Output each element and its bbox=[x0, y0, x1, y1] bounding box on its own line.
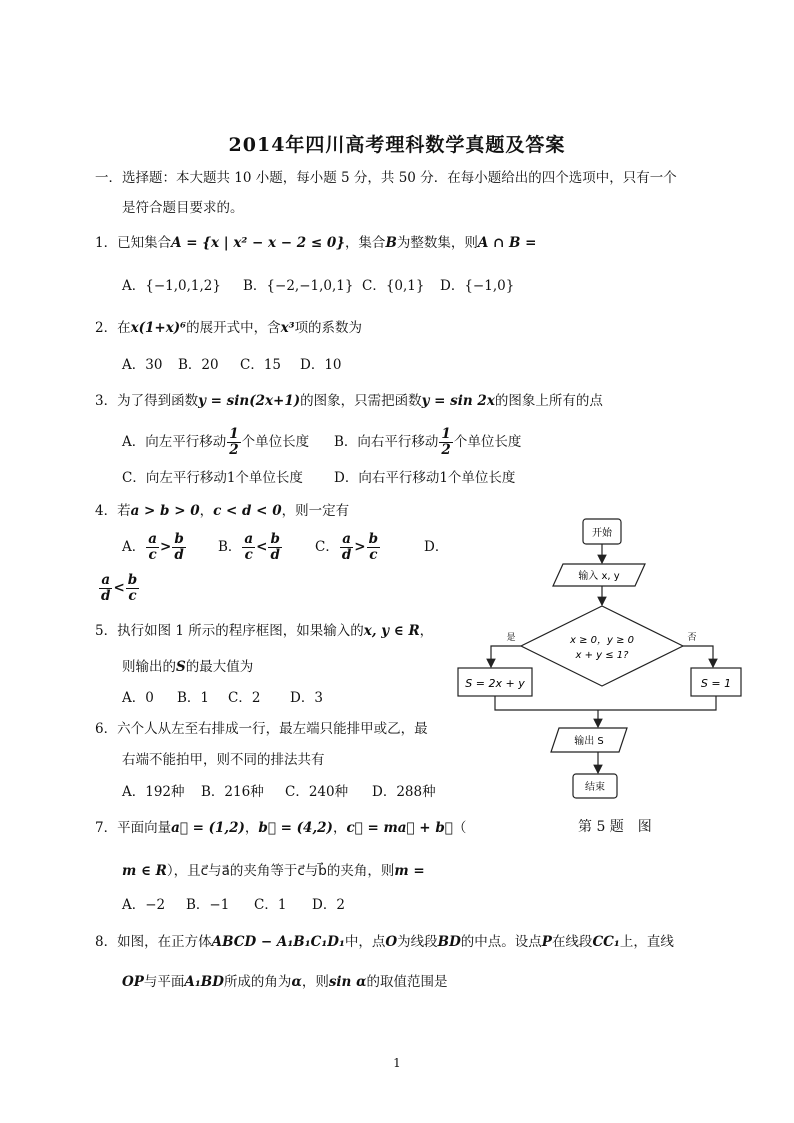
flowchart-diagram bbox=[455, 512, 745, 812]
flowchart-no-label: 否 bbox=[687, 633, 697, 643]
flowchart-merge-line-left bbox=[495, 696, 598, 710]
q5-line2-post: 的最大值为 bbox=[185, 659, 254, 675]
q6-option-b: B．216种 bbox=[201, 784, 264, 800]
q8-cube: ABCD − A₁B₁C₁D₁ bbox=[211, 934, 345, 950]
q4-opt-c-label: C． bbox=[315, 539, 339, 555]
q4-option-d bbox=[98, 570, 140, 606]
q7-option-d: D．2 bbox=[312, 897, 345, 913]
q8-segment-cc1: CC₁ bbox=[592, 934, 620, 950]
q1-mid: ，集合 bbox=[344, 235, 386, 251]
q3-opt-a-pre: A．向左平行移动 bbox=[122, 434, 227, 450]
q4-pre: 4．若 bbox=[95, 503, 131, 519]
q5-s: S bbox=[176, 659, 186, 675]
fraction-numerator: b bbox=[127, 572, 138, 588]
section-instructions-line2: 是符合题目要求的。 bbox=[122, 200, 244, 216]
q3-f2: y = sin 2x bbox=[421, 393, 495, 409]
q8-sin-alpha: sin α bbox=[328, 974, 367, 990]
q4-opt-b-frac2 bbox=[268, 532, 281, 563]
q4-cond1: a > b > 0 bbox=[130, 503, 200, 519]
q3-opt-b-post: 个单位长度 bbox=[453, 434, 522, 450]
fraction-numerator: b bbox=[174, 531, 184, 547]
q7-vector-c: c⃗ = ma⃗ + b⃗ bbox=[346, 820, 453, 836]
flowchart-condition-line2: x + y ≤ 1? bbox=[575, 650, 629, 661]
flowchart-end-label: 结束 bbox=[585, 782, 605, 793]
q5-option-c: C．2 bbox=[228, 690, 261, 706]
q7-vector-b: b⃗ = (4,2) bbox=[258, 820, 333, 836]
q3-option-a bbox=[122, 427, 309, 458]
q2-pre: 2．在 bbox=[95, 320, 131, 336]
q2-option-d: D．10 bbox=[300, 357, 342, 373]
fraction-numerator: a bbox=[148, 531, 157, 547]
fraction-denominator: 2 bbox=[441, 442, 451, 458]
q4-opt-d-frac1 bbox=[99, 573, 112, 604]
q2-option-c: C．15 bbox=[240, 357, 282, 373]
q3-option-c: C．向左平行移动1个单位长度 bbox=[122, 470, 303, 486]
q7-pre: 7．平面向量 bbox=[95, 820, 172, 836]
question-1 bbox=[95, 233, 536, 253]
fraction-numerator: a bbox=[244, 531, 254, 547]
q3-pre: 3．为了得到函数 bbox=[95, 393, 199, 409]
q8-mid3: 的中点。设点 bbox=[460, 934, 542, 950]
q7-sep2: ， bbox=[332, 820, 347, 836]
q1-post: 为整数集，则 bbox=[396, 235, 478, 251]
fraction-numerator: 1 bbox=[229, 426, 239, 442]
q7-vector-a: a⃗ = (1,2) bbox=[171, 820, 245, 836]
q3-opt-a-fraction bbox=[227, 427, 240, 458]
question-8 bbox=[95, 932, 674, 952]
q4-option-a bbox=[122, 529, 187, 565]
q7-open-paren: （ bbox=[452, 820, 467, 836]
fraction-numerator: b bbox=[368, 531, 379, 547]
q5-line1-pre: 5．执行如图 1 所示的程序框图，如果输入的 bbox=[95, 623, 364, 639]
q3-option-d: D．向右平行移动1个单位长度 bbox=[334, 470, 516, 486]
q1-option-c: C．{0,1} bbox=[362, 278, 425, 294]
q3-post: 的图象上所有的点 bbox=[494, 393, 603, 409]
q1-set-b: B bbox=[385, 235, 397, 251]
q1-option-b: B．{−2,−1,0,1} bbox=[243, 278, 354, 294]
q4-opt-c-frac2 bbox=[367, 532, 380, 563]
q5-line2-pre: 则输出的 bbox=[122, 659, 176, 675]
q2-mid: 的展开式中，含 bbox=[186, 320, 281, 336]
fraction-numerator: a bbox=[99, 573, 112, 589]
fraction-denominator: 2 bbox=[229, 442, 239, 458]
question-5-line2 bbox=[122, 657, 253, 677]
q4-opt-c-frac1 bbox=[340, 532, 353, 563]
q8-line2-mid: 与平面 bbox=[143, 974, 185, 990]
q5-option-b: B．1 bbox=[177, 690, 210, 706]
q7-option-c: C．1 bbox=[254, 897, 287, 913]
q4-opt-d-frac2 bbox=[126, 573, 139, 604]
fraction-numerator: a bbox=[340, 532, 353, 548]
q4-opt-a-frac2 bbox=[172, 532, 185, 563]
flowchart-caption: 第 5 题 图 bbox=[578, 819, 652, 835]
q2-expr: x(1+x)⁶ bbox=[130, 320, 187, 336]
flowchart-no-arrow bbox=[683, 646, 713, 667]
question-8-line2 bbox=[122, 972, 447, 992]
q8-point-o: O bbox=[385, 934, 398, 950]
q7-line2-end: m = bbox=[394, 863, 425, 879]
q2-option-b: B．20 bbox=[178, 357, 219, 373]
fraction-denominator: d bbox=[341, 547, 352, 563]
q7-line2-text: ），且c⃗与a⃗的夹角等于c⃗与b⃗的夹角，则 bbox=[166, 863, 395, 879]
flowchart-assign-yes-label: S = 2x + y bbox=[465, 677, 525, 690]
q1-expr: A ∩ B = bbox=[477, 235, 537, 251]
flowchart-yes-label: 是 bbox=[506, 633, 516, 643]
fraction-numerator: b bbox=[270, 531, 280, 547]
q6-option-d: D．288种 bbox=[372, 784, 436, 800]
flowchart-yes-arrow bbox=[491, 646, 521, 667]
page-number: 1 bbox=[393, 1056, 401, 1070]
q8-line-op: OP bbox=[122, 974, 144, 990]
q7-option-b: B．−1 bbox=[186, 897, 230, 913]
flowchart-condition-line1: x ≥ 0，y ≥ 0 bbox=[569, 635, 635, 646]
q3-opt-b-pre: B．向右平行移动 bbox=[334, 434, 439, 450]
fraction-denominator: c bbox=[148, 547, 157, 563]
q2-term: x³ bbox=[280, 320, 295, 336]
q4-opt-b-frac1 bbox=[242, 532, 255, 563]
fraction-denominator: c bbox=[369, 547, 378, 563]
q8-plane: A₁BD bbox=[184, 974, 224, 990]
question-7-line2 bbox=[122, 861, 425, 881]
q8-mid2: 为线段 bbox=[397, 934, 438, 950]
q4-opt-c-relation: > bbox=[354, 539, 366, 555]
q5-line1-post: ， bbox=[419, 623, 434, 639]
q3-option-b bbox=[334, 427, 521, 458]
q8-alpha: α bbox=[291, 974, 302, 990]
flowchart-decision-diamond bbox=[521, 606, 683, 686]
q4-opt-a-label: A． bbox=[122, 539, 146, 555]
q8-line2-post: 的取值范围是 bbox=[366, 974, 448, 990]
q3-mid: 的图象，只需把函数 bbox=[300, 393, 422, 409]
question-6-line2: 右端不能拍甲，则不同的排法共有 bbox=[122, 752, 325, 768]
flowchart-merge-line-right bbox=[598, 696, 716, 710]
q8-line2-mid3: ，则 bbox=[301, 974, 329, 990]
q7-sep1: ， bbox=[244, 820, 259, 836]
q8-pre: 8．如图，在正方体 bbox=[95, 934, 212, 950]
section-instructions-line1: 一．选择题：本大题共 10 小题，每小题 5 分，共 50 分．在每小题给出的四个选项中，只有一个 bbox=[95, 170, 677, 186]
page-title: 2014年四川高考理科数学真题及答案 bbox=[228, 134, 566, 156]
q8-mid4: 在线段 bbox=[551, 934, 593, 950]
q4-cond2: c < d < 0 bbox=[213, 503, 282, 519]
flowchart-input-label: 输入 x, y bbox=[578, 571, 620, 582]
q3-opt-a-post: 个单位长度 bbox=[241, 434, 310, 450]
q4-post: ，则一定有 bbox=[281, 503, 350, 519]
fraction-denominator: d bbox=[270, 547, 280, 563]
q4-opt-b-relation: < bbox=[256, 539, 268, 555]
question-4 bbox=[95, 501, 349, 521]
q2-post: 项的系数为 bbox=[294, 320, 363, 336]
q4-option-c bbox=[315, 529, 381, 565]
q6-option-a: A．192种 bbox=[122, 784, 185, 800]
q5-option-a: A．0 bbox=[122, 690, 154, 706]
q6-option-c: C．240种 bbox=[285, 784, 349, 800]
q8-point-p: P bbox=[541, 934, 552, 950]
q2-option-a: A．30 bbox=[122, 357, 163, 373]
q1-set-a: A = {x | x² − x − 2 ≤ 0} bbox=[171, 235, 345, 251]
q4-opt-b-label: B． bbox=[218, 539, 242, 555]
q1-option-d: D．{−1,0} bbox=[440, 278, 515, 294]
q1-option-a: A．{−1,0,1,2} bbox=[122, 278, 221, 294]
flowchart-assign-no-label: S = 1 bbox=[700, 677, 732, 690]
q4-opt-d-relation: < bbox=[113, 580, 125, 596]
q4-option-b bbox=[218, 529, 283, 565]
q7-option-a: A．−2 bbox=[122, 897, 166, 913]
fraction-denominator: d bbox=[101, 588, 111, 604]
q3-opt-b-fraction bbox=[439, 427, 452, 458]
q4-opt-a-relation: > bbox=[160, 539, 172, 555]
flowchart-start-label: 开始 bbox=[592, 528, 612, 539]
question-5 bbox=[95, 621, 433, 641]
q4-sep: ， bbox=[199, 503, 214, 519]
q4-opt-a-frac1 bbox=[146, 532, 159, 563]
flowchart-output-label: 输出 S bbox=[574, 736, 604, 747]
q4-option-d-label: D． bbox=[424, 539, 449, 555]
fraction-denominator: c bbox=[244, 547, 253, 563]
q1-pre: 1．已知集合 bbox=[95, 235, 172, 251]
q8-line2-mid2: 所成的角为 bbox=[223, 974, 292, 990]
q5-vars: x, y ∈ R bbox=[363, 623, 420, 639]
q8-segment-bd: BD bbox=[437, 934, 461, 950]
q8-post: 上，直线 bbox=[619, 934, 674, 950]
fraction-denominator: d bbox=[174, 547, 184, 563]
question-7 bbox=[95, 818, 466, 838]
question-6-line1: 6．六个人从左至右排成一行，最左端只能排甲或乙，最 bbox=[95, 721, 428, 737]
fraction-denominator: c bbox=[128, 588, 137, 604]
question-3 bbox=[95, 391, 603, 411]
q7-m-domain: m ∈ R bbox=[122, 863, 167, 879]
q5-option-d: D．3 bbox=[290, 690, 323, 706]
q8-mid1: 中，点 bbox=[344, 934, 386, 950]
fraction-numerator: 1 bbox=[441, 426, 451, 442]
q3-f1: y = sin(2x+1) bbox=[198, 393, 301, 409]
question-2 bbox=[95, 318, 362, 338]
